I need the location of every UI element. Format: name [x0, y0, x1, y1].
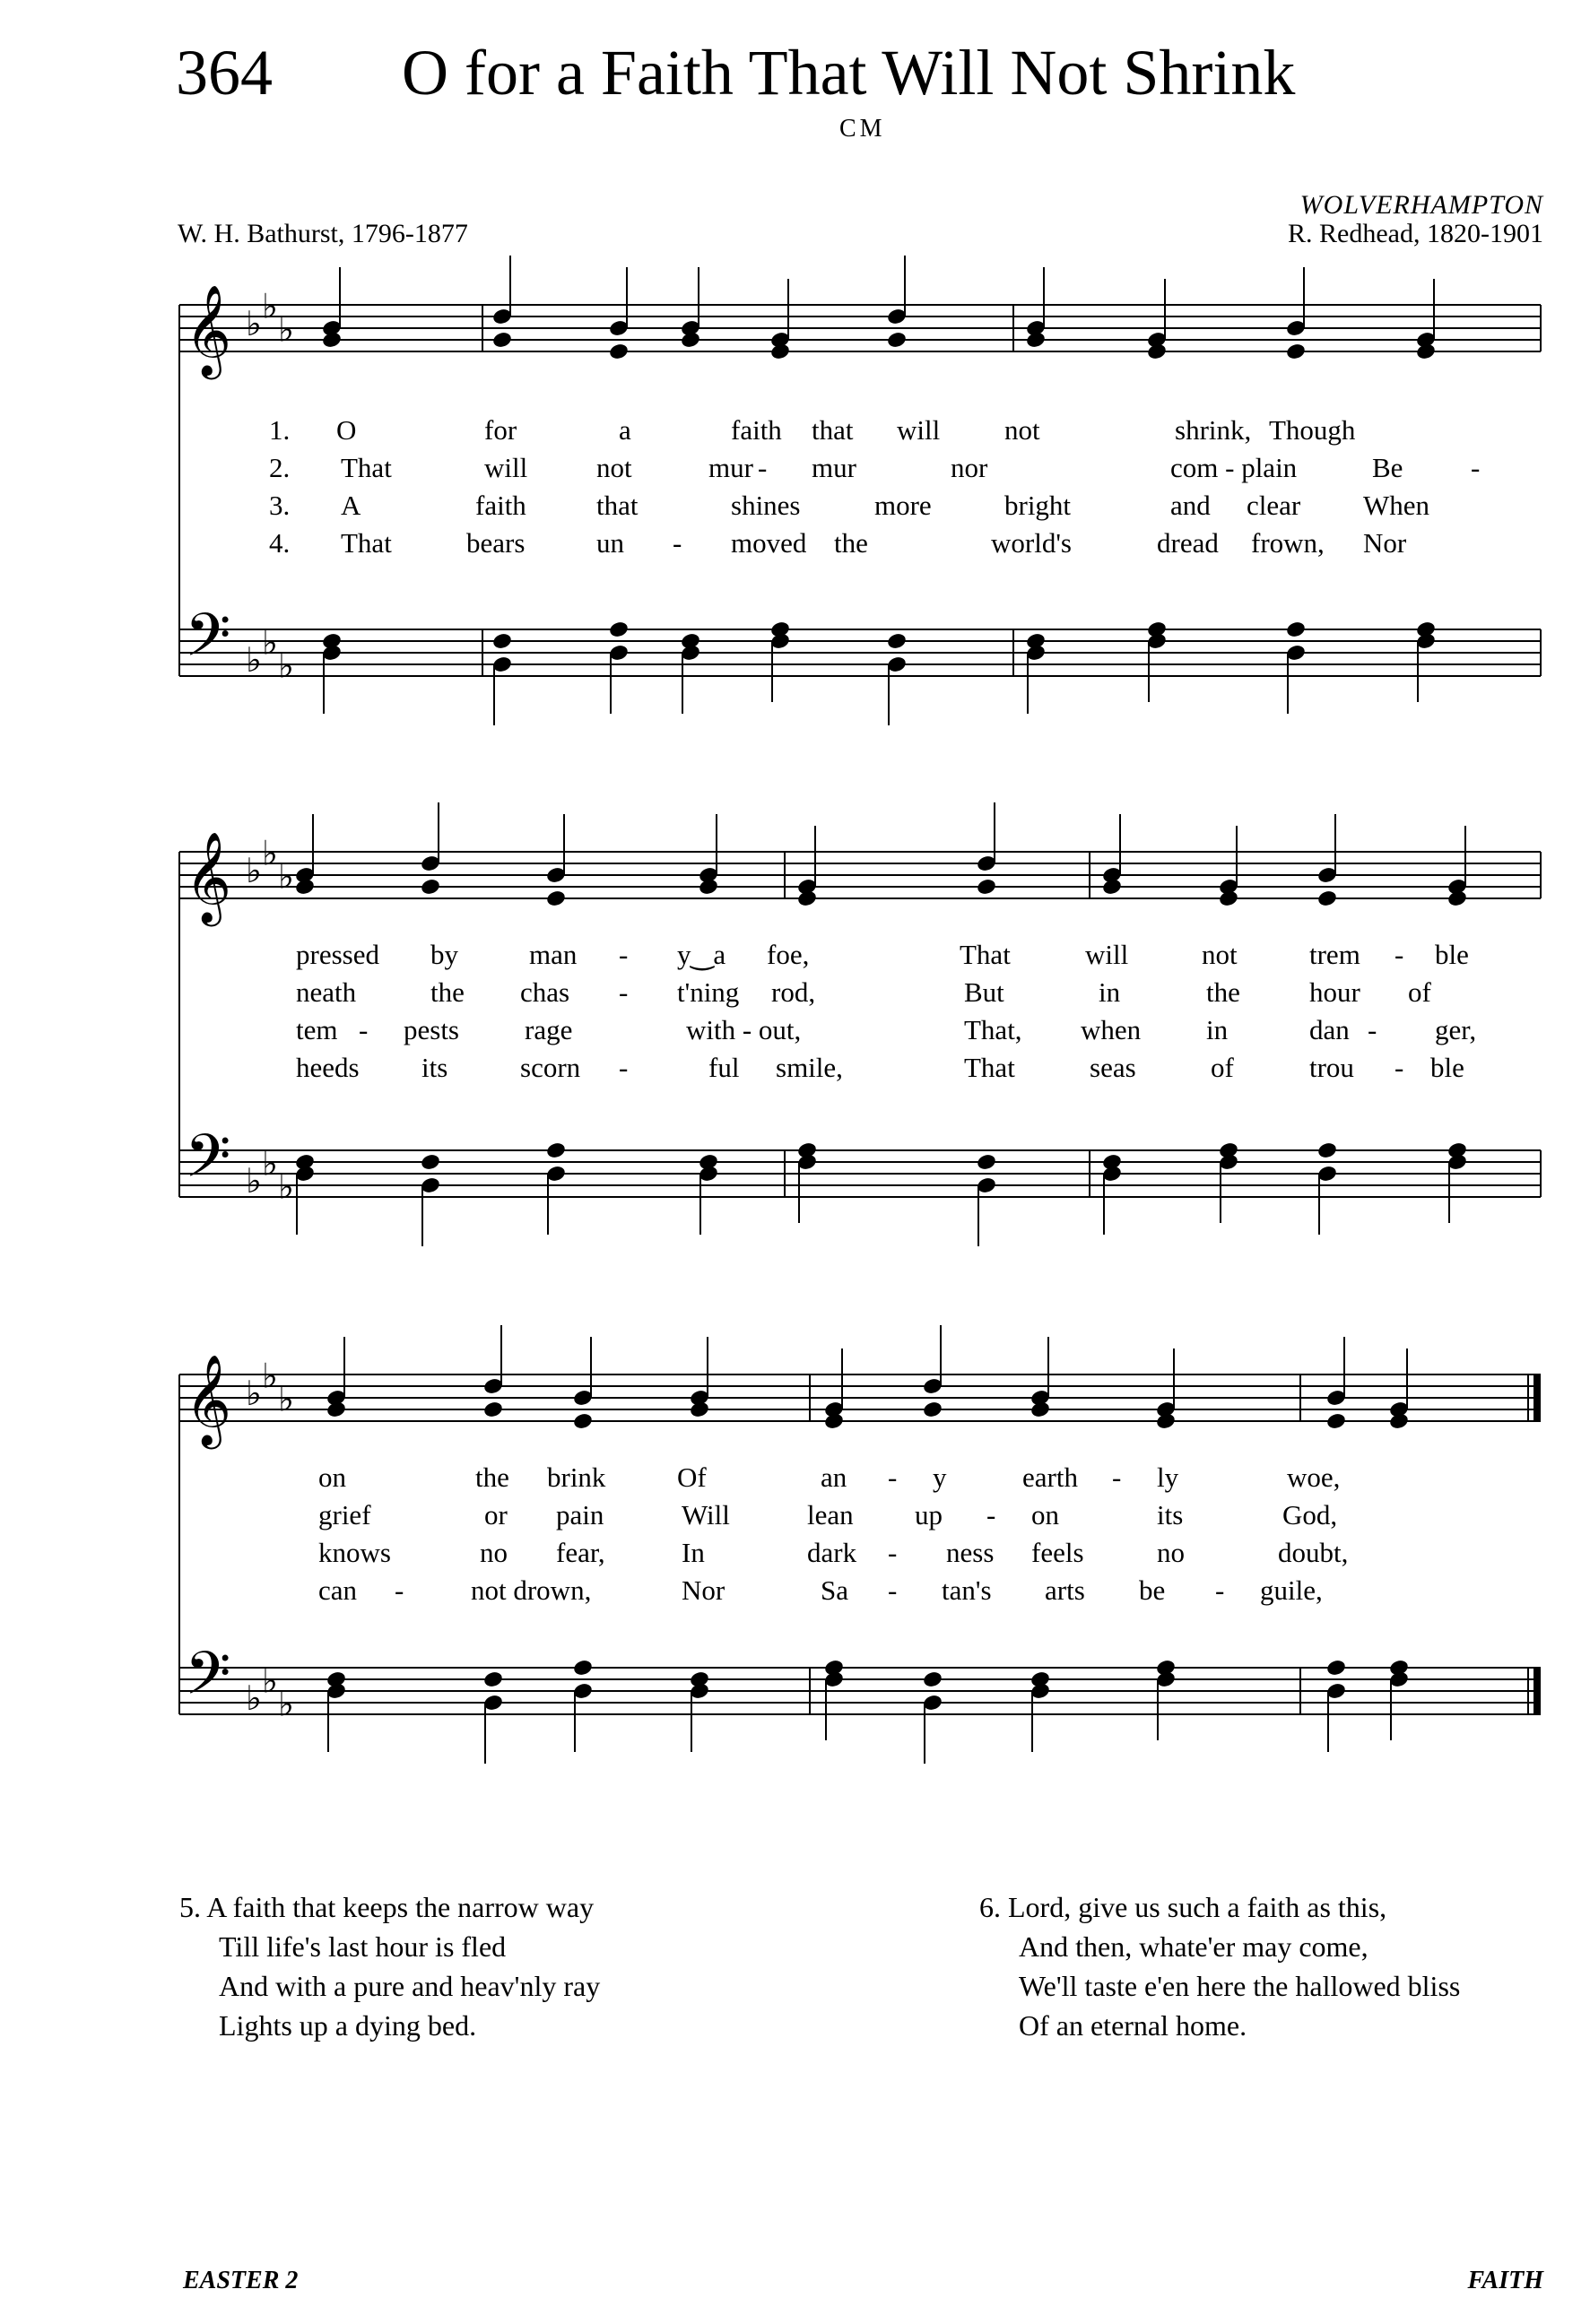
lyric-syllable: - — [758, 452, 768, 483]
lyric-syllable: world's — [991, 527, 1072, 559]
note-head — [1218, 889, 1239, 908]
lyric-syllable: dan — [1309, 1014, 1350, 1045]
lyric-syllable: A — [341, 490, 361, 521]
lyric-syllable: ful — [708, 1052, 740, 1083]
lyric-syllable: trem — [1309, 939, 1360, 970]
lyric-syllable: Though — [1269, 414, 1356, 446]
lyric-syllable: neath — [296, 976, 357, 1008]
lyric-syllable: Nor — [682, 1574, 725, 1606]
lyric-syllable: - — [1395, 939, 1404, 970]
lyric-syllable: heeds — [296, 1052, 360, 1083]
lyric-syllable: ly — [1157, 1461, 1179, 1493]
lyric-syllable: - — [673, 527, 682, 559]
lyric-syllable: brink — [547, 1461, 606, 1493]
note-head — [1155, 1659, 1177, 1678]
hymn-title: O for a Faith That Will Not Shrink — [402, 37, 1296, 108]
lyric-syllable: not — [1004, 414, 1040, 446]
lyric-syllable: lean — [807, 1499, 854, 1531]
lyric-syllable: - — [1395, 1052, 1404, 1083]
note-head — [1316, 1141, 1338, 1160]
note-head — [482, 1400, 504, 1419]
lyric-syllable: - — [619, 1052, 629, 1083]
note-head — [886, 632, 908, 651]
lyric-syllable: its — [1157, 1499, 1184, 1531]
lyric-syllable: no — [1157, 1537, 1185, 1568]
lyric-syllable: y — [933, 1461, 947, 1493]
stanza-line: 6. Lord, give us such a faith as this, — [979, 1891, 1387, 1923]
lyric-syllable: 1. — [269, 414, 291, 446]
final-barline — [1534, 1374, 1541, 1421]
flat-icon: ♭ — [262, 1356, 278, 1396]
lyric-syllable: - — [359, 1014, 369, 1045]
note-head — [1447, 1141, 1468, 1160]
lyric-syllable: grief — [318, 1499, 371, 1531]
lyric-syllable: Nor — [1363, 527, 1407, 559]
lyric-syllable: - — [888, 1574, 898, 1606]
lyric-syllable: the — [475, 1461, 509, 1493]
lyric-syllable: mur — [708, 452, 753, 483]
lyric-syllable: by — [430, 939, 458, 970]
lyric-syllable: bright — [1004, 490, 1072, 521]
lyric-syllable: Sa — [821, 1574, 848, 1606]
note-head — [608, 343, 630, 361]
note-head — [1285, 620, 1307, 639]
lyric-syllable: can — [318, 1574, 358, 1606]
note-head — [976, 878, 997, 897]
lyric-syllable: in — [1099, 976, 1121, 1008]
lyric-syllable: fear, — [556, 1537, 605, 1568]
note-head — [572, 1412, 594, 1431]
note-head — [1325, 1412, 1347, 1431]
lyric-syllable: hour — [1309, 976, 1360, 1008]
lyric-syllable: moved — [731, 527, 807, 559]
lyric-syllable: when — [1081, 1014, 1142, 1045]
stanza-line: And with a pure and heav'nly ray — [219, 1970, 601, 2002]
note-head — [922, 1400, 943, 1419]
lyric-syllable: woe, — [1287, 1461, 1341, 1493]
note-head — [294, 1153, 316, 1172]
stanza-line: We'll taste e'en here the hallowed bliss — [1019, 1970, 1461, 2002]
lyric-syllable: dread — [1157, 527, 1219, 559]
lyric-syllable: that — [596, 490, 639, 521]
lyric-syllable: God, — [1282, 1499, 1338, 1531]
meter: CM — [839, 115, 886, 143]
treble-clef-icon: 𝄞 — [185, 283, 232, 376]
lyric-syllable: of — [1211, 1052, 1234, 1083]
note-head — [769, 620, 791, 639]
lyric-syllable: - — [1112, 1461, 1122, 1493]
lyric-syllable: But — [964, 976, 1004, 1008]
lyric-syllable: for — [484, 414, 517, 446]
lyric-syllable: faith — [731, 414, 782, 446]
lyric-syllable: pain — [556, 1499, 604, 1531]
bass-clef-icon: 𝄢 — [185, 1122, 231, 1205]
final-barline — [1534, 1668, 1541, 1714]
note-head — [796, 1141, 818, 1160]
lyric-syllable: frown, — [1251, 527, 1325, 559]
lyric-syllable: more — [874, 490, 932, 521]
lyric-syllable: will — [484, 452, 528, 483]
note-head — [572, 1659, 594, 1678]
flat-icon: ♭ — [278, 309, 294, 350]
note-head — [796, 889, 818, 908]
lyric-syllable: 3. — [269, 490, 291, 521]
note-head — [886, 331, 908, 350]
note-head — [491, 632, 513, 651]
lyric-syllable: knows — [318, 1537, 391, 1568]
note-head — [1025, 632, 1047, 651]
flat-icon: ♭ — [262, 1661, 278, 1701]
hymn-number: 364 — [176, 37, 273, 108]
lyric-syllable: That — [341, 527, 392, 559]
note-head — [545, 1141, 567, 1160]
lyric-syllable: In — [682, 1537, 705, 1568]
lyric-syllable: - — [888, 1461, 898, 1493]
stanza-line: 5. A faith that keeps the narrow way — [179, 1891, 595, 1923]
lyric-syllable: scorn — [520, 1052, 581, 1083]
lyric-syllable: or — [484, 1499, 508, 1531]
lyric-syllable: bears — [466, 527, 526, 559]
note-head — [1218, 1141, 1239, 1160]
lyric-syllable: chas — [520, 976, 570, 1008]
lyric-syllable: up — [915, 1499, 943, 1531]
stanza-5 — [179, 1887, 600, 2045]
lyric-syllable: foe, — [767, 939, 810, 970]
note-head — [976, 1153, 997, 1172]
note-head — [482, 1670, 504, 1689]
lyric-syllable: 4. — [269, 527, 291, 559]
lyric-syllable: be — [1139, 1574, 1166, 1606]
note-head — [823, 1659, 845, 1678]
note-head — [680, 632, 701, 651]
flat-icon: ♭ — [278, 1379, 294, 1419]
flat-icon: ♭ — [278, 1684, 294, 1724]
lyric-syllable: O — [336, 414, 357, 446]
lyric-syllable: - — [986, 1499, 996, 1531]
lyric-syllable: shrink, — [1175, 414, 1252, 446]
lyric-syllable: When — [1363, 490, 1430, 521]
lyric-syllable: a — [619, 414, 631, 446]
stanza-line: Till life's last hour is fled — [219, 1930, 507, 1963]
lyric-syllable: guile, — [1260, 1574, 1323, 1606]
lyric-syllable: no — [480, 1537, 508, 1568]
lyric-syllable: the — [1206, 976, 1240, 1008]
note-head — [1285, 343, 1307, 361]
note-head — [1415, 620, 1437, 639]
lyric-syllable: - — [1471, 452, 1481, 483]
lyric-syllable: that — [812, 414, 854, 446]
treble-clef-icon: 𝄞 — [185, 830, 232, 923]
note-head — [922, 1670, 943, 1689]
note-head — [326, 1400, 347, 1419]
lyric-syllable: ger, — [1435, 1014, 1477, 1045]
lyric-syllable: will — [1085, 939, 1129, 970]
note-head — [1447, 889, 1468, 908]
note-head — [1388, 1412, 1410, 1431]
note-head — [1325, 1659, 1347, 1678]
flat-icon: ♭ — [246, 1678, 262, 1718]
note-head — [1155, 1412, 1177, 1431]
flat-icon: ♭ — [278, 1166, 294, 1207]
note-head — [823, 1412, 845, 1431]
flat-icon: ♭ — [246, 1161, 262, 1201]
lyric-syllable: com - plain — [1170, 452, 1298, 483]
composer-credit: R. Redhead, 1820-1901 — [1288, 219, 1543, 248]
lyric-syllable: rod, — [771, 976, 816, 1008]
note-head — [698, 1153, 719, 1172]
note-head — [1025, 331, 1047, 350]
lyric-syllable: - — [1368, 1014, 1377, 1045]
lyric-syllable: an — [821, 1461, 847, 1493]
lyric-syllable: - — [619, 939, 629, 970]
note-head — [1316, 889, 1338, 908]
note-head — [1146, 343, 1168, 361]
lyric-syllable: not drown, — [471, 1574, 592, 1606]
note-head — [1101, 878, 1123, 897]
lyric-syllable: arts — [1045, 1574, 1085, 1606]
lyric-syllable: its — [421, 1052, 448, 1083]
lyric-syllable: of — [1408, 976, 1431, 1008]
flat-icon: ♭ — [246, 851, 262, 890]
note-head — [1030, 1400, 1051, 1419]
lyric-syllable: not — [1202, 939, 1238, 970]
note-head — [689, 1670, 710, 1689]
note-head — [1101, 1153, 1123, 1172]
lyric-syllable: mur — [812, 452, 856, 483]
flat-icon: ♭ — [262, 833, 278, 873]
note-head — [769, 343, 791, 361]
note-head — [321, 331, 343, 350]
lyric-syllable: with - out, — [686, 1014, 802, 1045]
lyric-syllable: will — [897, 414, 941, 446]
note-head — [321, 632, 343, 651]
lyric-syllable: tem — [296, 1014, 338, 1045]
lyric-syllable: feels — [1031, 1537, 1084, 1568]
flat-icon: ♭ — [262, 286, 278, 326]
note-head — [680, 331, 701, 350]
lyric-syllable: ble — [1430, 1052, 1464, 1083]
note-head — [1030, 1670, 1051, 1689]
author-credit: W. H. Bathurst, 1796-1877 — [178, 219, 468, 248]
lyric-syllable: doubt, — [1278, 1537, 1349, 1568]
flat-icon: ♭ — [278, 856, 294, 897]
lyric-syllable: - — [619, 976, 629, 1008]
lyric-syllable: un — [596, 527, 624, 559]
bass-clef-icon: 𝄢 — [185, 601, 231, 684]
flat-icon: ♭ — [246, 304, 262, 343]
lyric-syllable: man — [529, 939, 578, 970]
note-head — [326, 1670, 347, 1689]
lyric-syllable: tan's — [942, 1574, 992, 1606]
lyric-syllable: That — [341, 452, 392, 483]
flat-icon: ♭ — [246, 1374, 262, 1413]
note-head — [1415, 343, 1437, 361]
note-head — [545, 889, 567, 908]
lyric-syllable: - — [888, 1537, 898, 1568]
note-head — [608, 620, 630, 639]
lyric-syllable: not — [596, 452, 632, 483]
lyric-syllable: the — [834, 527, 868, 559]
lyric-syllable: and — [1170, 490, 1211, 521]
lyric-syllable: That — [964, 1052, 1015, 1083]
lyric-syllable: faith — [475, 490, 526, 521]
footer-topic: FAITH — [1467, 2267, 1543, 2294]
note-head — [1146, 620, 1168, 639]
lyric-syllable: Of — [677, 1461, 707, 1493]
lyric-syllable: - — [1215, 1574, 1225, 1606]
lyric-syllable: trou — [1309, 1052, 1354, 1083]
flat-icon: ♭ — [246, 640, 262, 680]
lyric-syllable: the — [430, 976, 465, 1008]
note-head — [294, 878, 316, 897]
lyric-syllable: on — [318, 1461, 346, 1493]
note-head — [420, 878, 441, 897]
lyric-syllable: in — [1206, 1014, 1229, 1045]
lyric-syllable: y‿a — [677, 939, 726, 970]
stanza-line: And then, whate'er may come, — [1019, 1930, 1368, 1963]
flat-icon: ♭ — [278, 646, 294, 686]
lyric-syllable: rage — [525, 1014, 573, 1045]
flat-icon: ♭ — [262, 622, 278, 663]
bass-clef-icon: 𝄢 — [185, 1639, 231, 1722]
lyric-syllable: ble — [1435, 939, 1469, 970]
lyric-syllable: shines — [731, 490, 801, 521]
note-head — [689, 1400, 710, 1419]
lyric-syllable: Will — [682, 1499, 730, 1531]
lyric-syllable: nor — [951, 452, 988, 483]
tune-name: WOLVERHAMPTON — [1299, 190, 1543, 220]
lyric-syllable: t'ning — [677, 976, 740, 1008]
lyric-syllable: - — [395, 1574, 404, 1606]
note-head — [491, 331, 513, 350]
lyric-syllable: seas — [1090, 1052, 1136, 1083]
stanza-line: Of an eternal home. — [1019, 2009, 1247, 2042]
flat-icon: ♭ — [262, 1143, 278, 1184]
lyric-syllable: dark — [807, 1537, 857, 1568]
lyric-syllable: on — [1031, 1499, 1059, 1531]
treble-clef-icon: 𝄞 — [185, 1353, 232, 1445]
stanza-6 — [979, 1887, 1460, 2045]
lyric-syllable: earth — [1022, 1461, 1078, 1493]
stanza-line: Lights up a dying bed. — [219, 2009, 477, 2042]
lyric-syllable: smile, — [776, 1052, 843, 1083]
lyric-syllable: That — [960, 939, 1011, 970]
lyric-syllable: 2. — [269, 452, 291, 483]
note-head — [420, 1153, 441, 1172]
lyric-syllable: That, — [964, 1014, 1022, 1045]
lyric-syllable: clear — [1247, 490, 1301, 521]
lyric-syllable: ness — [946, 1537, 995, 1568]
lyric-syllable: Be — [1372, 452, 1403, 483]
footer-season: EASTER 2 — [183, 2267, 299, 2294]
lyric-syllable: pests — [404, 1014, 459, 1045]
note-head — [698, 878, 719, 897]
lyric-syllable: pressed — [296, 939, 379, 970]
note-head — [1388, 1659, 1410, 1678]
